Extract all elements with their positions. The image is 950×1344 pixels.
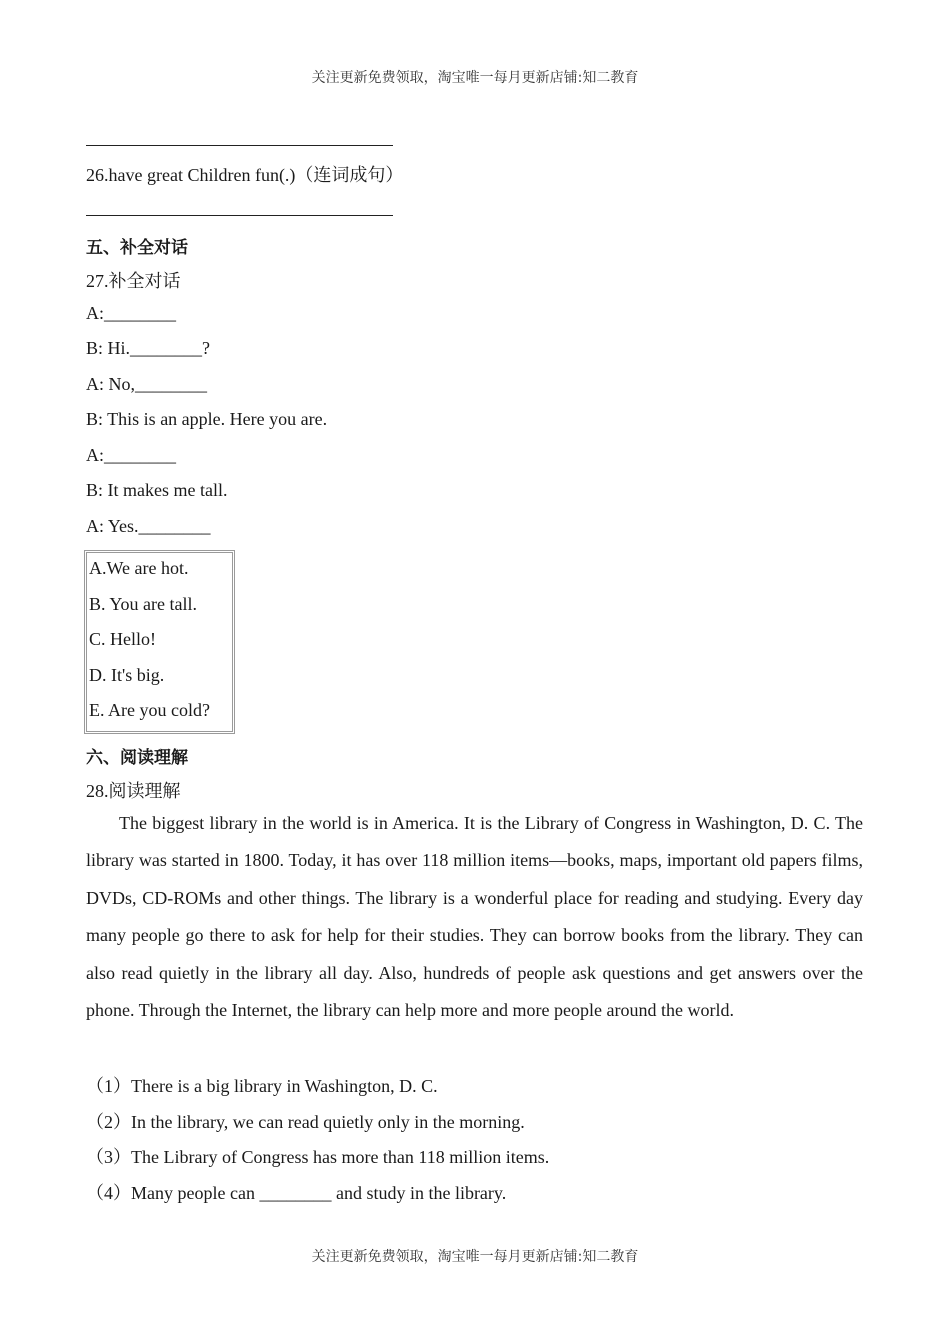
dialogue-line: A:________ (86, 445, 176, 465)
option-e: E. Are you cold? (89, 700, 210, 720)
page-header: 关注更新免费领取，淘宝唯一每月更新店铺:知二教育 (311, 70, 639, 86)
comprehension-question: （2）In the library, we can read quietly only in the morning. (86, 1112, 525, 1132)
section-6-title: 六、阅读理解 (86, 748, 188, 768)
comprehension-question: （3）The Library of Congress has more than 118 million items. (86, 1147, 550, 1167)
dialogue-line: A: Yes.________ (86, 516, 211, 536)
dialogue-line: A:________ (86, 303, 176, 323)
question-26: 26.have great Children fun(.)（连词成句） (86, 165, 404, 185)
reading-passage: The biggest library in the world is in America. It is the Library of Congress in Washington, D. C. The library was started in 1800. Today, it has over 118 million items—books, maps, important old papers films, DVDs, CD-ROMs and other things. The library is a wonderful place for reading and studying. Every day many people go there to ask for help for their studies. They can borrow books from the library. They can also read quietly in the library all day. Also, hundreds of people ask questions and get answers over the phone. Through the Internet, the library can help more and more people around the world. (86, 813, 863, 1021)
dialogue-line: B: Hi.________? (86, 338, 210, 358)
page-footer: 关注更新免费领取，淘宝唯一每月更新店铺:知二教育 (311, 1249, 639, 1265)
question-28-label: 28.阅读理解 (86, 781, 181, 801)
question-27-label: 27.补全对话 (86, 271, 181, 291)
answer-line-26 (86, 215, 393, 216)
comprehension-question: （1）There is a big library in Washington, D. C. (86, 1076, 438, 1096)
dialogue-line: A: No,________ (86, 374, 207, 394)
option-d: D. It's big. (89, 665, 165, 685)
options-box (84, 550, 235, 734)
dialogue-line: B: This is an apple. Here you are. (86, 409, 328, 429)
answer-line-25 (86, 145, 393, 146)
dialogue-line: B: It makes me tall. (86, 480, 228, 500)
option-a: A.We are hot. (89, 558, 189, 578)
option-b: B. You are tall. (89, 594, 197, 614)
section-5-title: 五、补全对话 (86, 238, 188, 258)
option-c: C. Hello! (89, 629, 156, 649)
comprehension-question: （4）Many people can ________ and study in the library. (86, 1183, 507, 1203)
